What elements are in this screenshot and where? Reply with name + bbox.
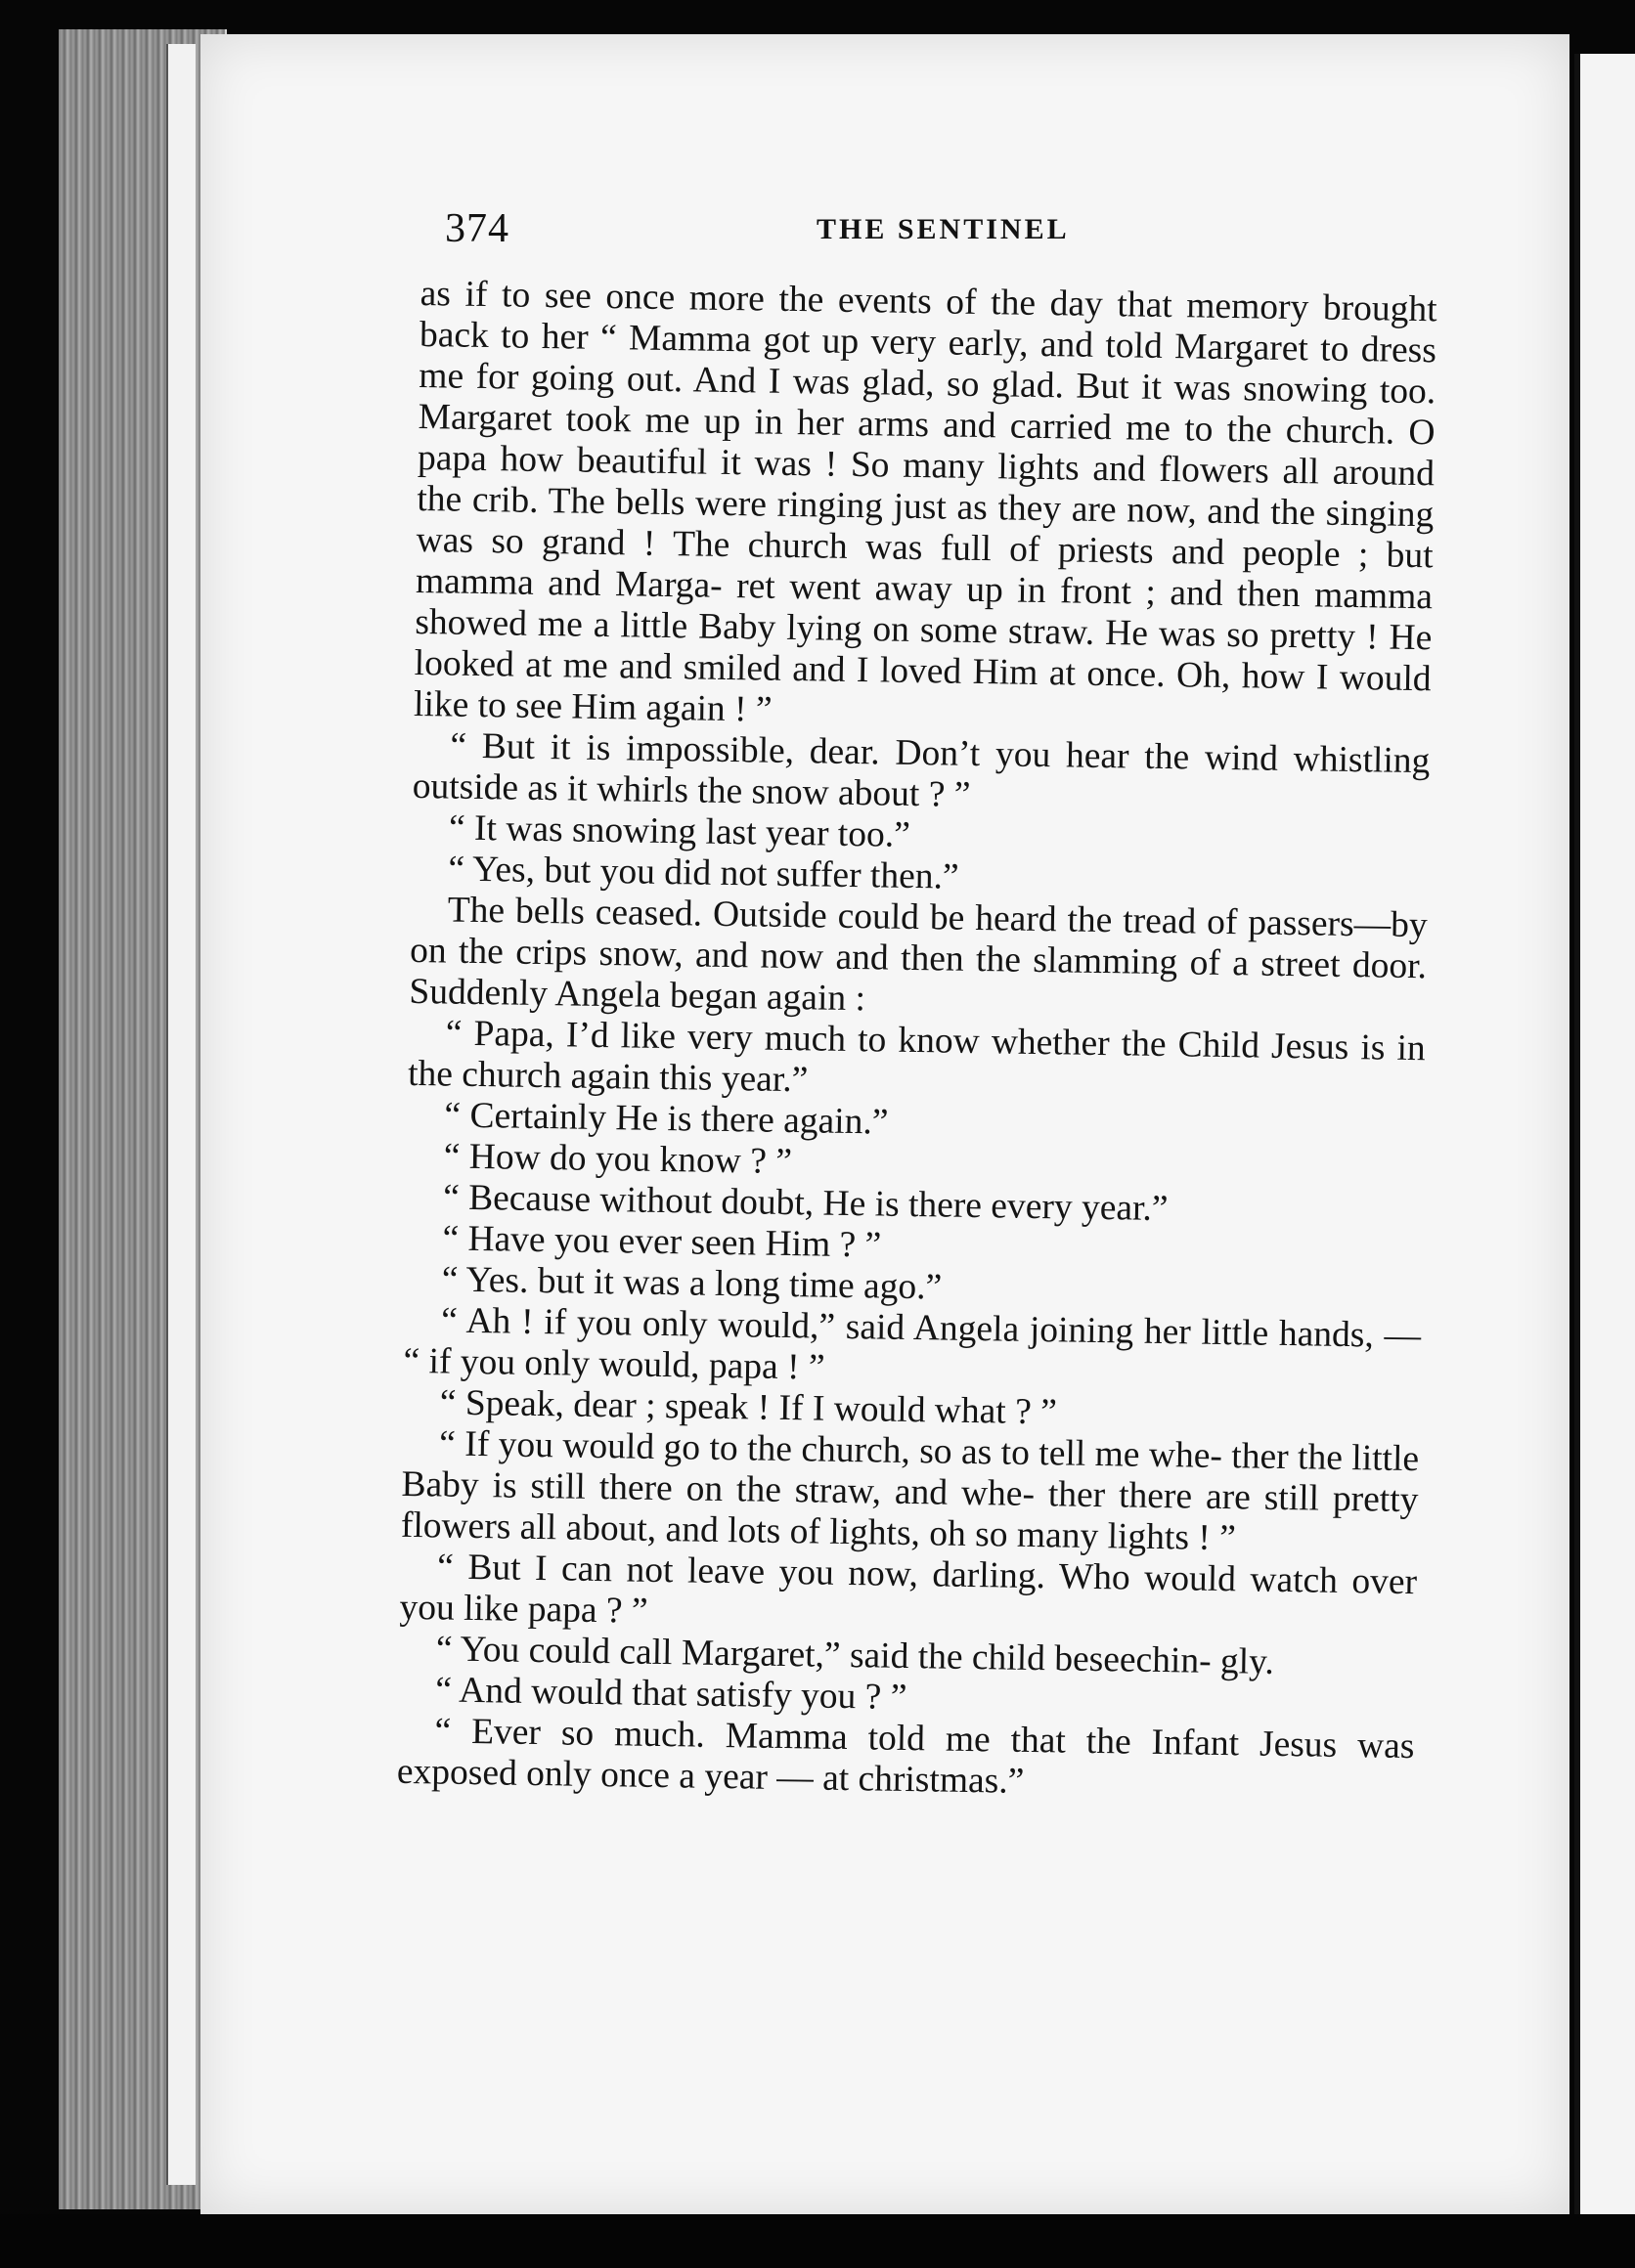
page-number: 374 [445, 206, 509, 251]
paragraph: “ Yes. but it was a long time ago.” [441, 1259, 943, 1308]
paragraph: The bells ceased. Outside could be heard the tread of passers—by on the crips snow, and now and then the slamming of a street door. Suddenly Angela began again : [409, 890, 1428, 1020]
page-header [445, 205, 1433, 264]
paragraph: “ Certainly He is there again.” [444, 1095, 889, 1143]
paragraph: “ It was snowing last year too.” [448, 807, 911, 855]
facing-page-edge [1574, 54, 1635, 2214]
paragraph: “ Have you ever seen Him ? ” [442, 1218, 882, 1266]
paragraph: “ And would that satisfy you ? ” [434, 1670, 907, 1718]
paragraph: as if to see once more the events of the day that memory brought back to her “ Mamma got up very early, and told Margaret to dress me for going out. And I was glad, so glad. But it was snowing too. Margaret took me up in her arms and carried me to the church. O papa how beautiful it was ! So many lights and flowers all around the crib. The bells were ringing just as they are now, and the singing was so grand ! The church was full of priests and people ; but mamma and Marga- ret went away up in front ; and then mamma showed me a little Baby lying on some straw. He was so pretty ! He looked at me and smiled and I loved Him at once. Oh, how I would like to see Him again ! ” [413, 274, 1437, 730]
running-title: THE SENTINEL [817, 213, 1070, 245]
scan-border [0, 2214, 1635, 2268]
paragraph: “ Speak, dear ; speak ! If I would what ? ” [439, 1382, 1058, 1433]
paragraph: “ You could call Margaret,” said the child beseechin- gly. [435, 1629, 1275, 1682]
paragraph: “ Yes, but you did not suffer then.” [448, 849, 959, 897]
body-text [397, 274, 1437, 1809]
page-gutter-strip [166, 44, 196, 2185]
paragraph: “ But it is impossible, dear. Don’t you hear the wind whistling outside as it whirls the snow about ? ” [412, 725, 1431, 815]
paragraph: “ Ever so much. Mamma told me that the Infant Jesus was exposed only once a year — at christmas.” [396, 1711, 1415, 1802]
paragraph: “ Because without doubt, He is there every year.” [442, 1177, 1169, 1230]
paragraph: “ Ah ! if you only would,” said Angela joining her little hands, — “ if you only would, papa ! ” [403, 1300, 1422, 1388]
paragraph: “ How do you know ? ” [443, 1136, 793, 1183]
paragraph: “ Papa, I’d like very much to know whether the Child Jesus is in the church again this year.” [407, 1013, 1426, 1101]
paragraph: “ If you would go to the church, so as to tell me whe- ther the little Baby is still there on the straw, and whe- ther there are still pretty flowers all about, and lots of lights, oh so many lights ! ” [400, 1423, 1420, 1559]
paragraph: “ But I can not leave you now, darling. Who would watch over you like papa ? ” [399, 1547, 1418, 1632]
